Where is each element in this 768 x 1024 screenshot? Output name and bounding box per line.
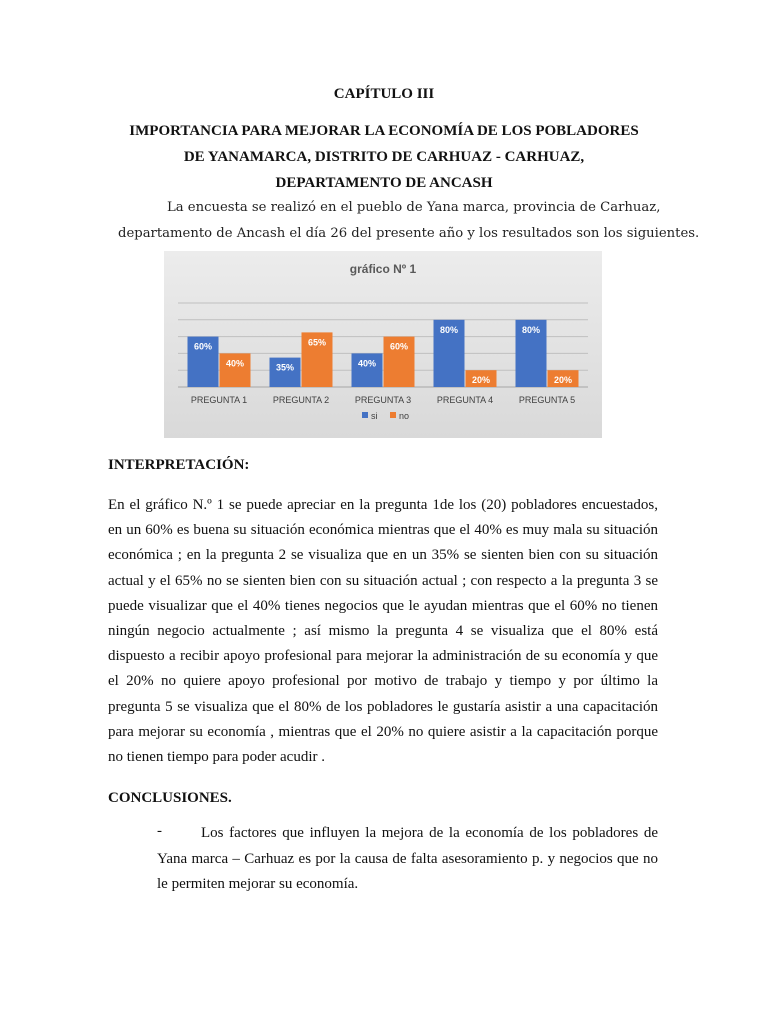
category-label-3: PREGUNTA 3 <box>354 395 412 405</box>
category-label-4: PREGUNTA 4 <box>436 395 494 405</box>
data-label-no-5: 20% <box>553 375 573 386</box>
data-label-no-4: 20% <box>471 375 491 386</box>
data-label-no-3: 60% <box>389 341 409 352</box>
bullet-marker: - <box>157 823 162 839</box>
legend-label-si: si <box>371 411 378 421</box>
category-label-2: PREGUNTA 2 <box>272 395 330 405</box>
bar-chart <box>164 251 602 438</box>
data-label-si-4: 80% <box>439 324 459 335</box>
chart-title: gráfico Nº 1 <box>349 262 417 276</box>
chapter-heading: CAPÍTULO III <box>333 86 435 102</box>
title-line-2: DE YANAMARCA, DISTRITO DE CARHUAZ - CARHUAZ, <box>183 149 585 165</box>
title-line-3: DEPARTAMENTO DE ANCASH <box>275 175 493 191</box>
data-label-no-2: 65% <box>307 337 327 348</box>
data-label-si-1: 60% <box>193 341 213 352</box>
data-label-si-5: 80% <box>521 324 541 335</box>
legend-swatch-no <box>390 412 396 418</box>
data-label-no-1: 40% <box>225 358 245 369</box>
title-line-1: IMPORTANCIA PARA MEJORAR LA ECONOMÍA DE LOS POBLADORES <box>129 123 639 139</box>
intro-line-1: La encuesta se realizó en el pueblo de Yana marca, provincia de Carhuaz, <box>167 200 661 215</box>
interpretation-paragraph: En el gráfico N.º 1 se puede apreciar en la pregunta 1de los (20) pobladores encuestados, en un 60% es buena su situación económica mientras que el 40% es muy mala su situación económica ; en la pregunta 2 se visualiza que en un 35% se sienten bien con su situación actual y el 65% no se sienten bien con su situación actual ; con respecto a la pregunta 3 se puede visualizar que el 40% tienes negocios que le ayudan mientras que el 60% no tienen ningún negocio actualmente ; así mismo la pregunta 4 se visualiza que el 80% está dispuesto a recibir apoyo profesional para mejorar la administración de su economía y que el 20% no quiere apoyo profesional por motivo de trabajo y tiempo y por último la pregunta 5 se visualiza que el 80% de los pobladores le gustaría asistir a una capacitación para mejorar su economía , mientras que el 20% no quiere asistir a la capacitación porque no tienen tiempo para poder acudir . <box>108 497 658 766</box>
interpretation-heading: INTERPRETACIÓN: <box>108 457 250 473</box>
data-label-si-2: 35% <box>275 362 295 373</box>
category-label-1: PREGUNTA 1 <box>190 395 248 405</box>
conclusions-heading: CONCLUSIONES. <box>108 790 232 806</box>
conclusion-item: Los factores que influyen la mejora de la economía de los pobladores de Yana marca – Carhuaz es por la causa de falta asesoramiento p. y negocios que no le permiten mejorar su economía. <box>157 825 658 892</box>
intro-line-2: departamento de Ancash el día 26 del presente año y los resultados son los siguientes. <box>118 226 700 241</box>
legend-label-no: no <box>399 411 410 421</box>
category-label-5: PREGUNTA 5 <box>518 395 576 405</box>
data-label-si-3: 40% <box>357 358 377 369</box>
legend-swatch-si <box>362 412 368 418</box>
